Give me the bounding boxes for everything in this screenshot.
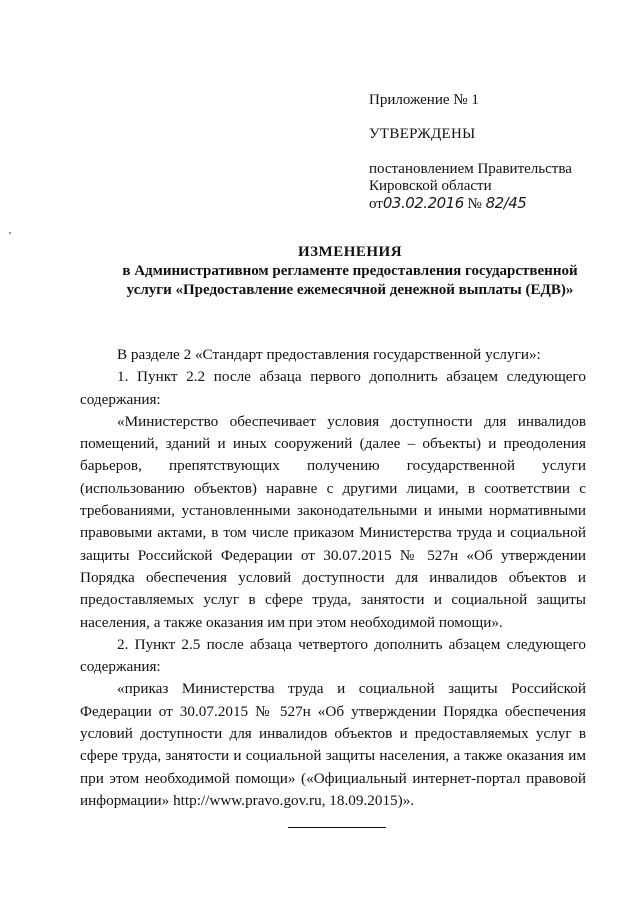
- scan-speck: [9, 232, 11, 234]
- document-title: ИЗМЕНЕНИЯ: [297, 244, 403, 260]
- date-prefix: от: [369, 196, 383, 212]
- item-1-quote-paragraph: «Министерство обеспечивает условия доступности для инвалидов помещений, зданий и иных сооружений (далее – объекты) и преодоления барьеров, препятствующих получению государственной услуги (использованию объектов) наравне с другими лицами, в соответствии с требованиями, установленными законодательными и иными нормативными правовыми актами, в том числе приказом Министерства труда и социальной защиты Российской Федерации от 30.07.2015 № 527н «Об утверждении Порядка обеспечения условий доступности для инвалидов объектов и предоставляемых услуг в сфере труда, занятости и социальной защиты населения, а также оказания им при этом необходимой помощи».: [80, 412, 586, 631]
- end-divider-line: [288, 827, 386, 828]
- approval-block: [369, 92, 619, 213]
- appendix-label: Приложение № 1: [369, 92, 479, 108]
- date-number-line: [369, 195, 619, 213]
- document-body: [80, 344, 586, 812]
- region-line: Кировской области: [369, 178, 492, 194]
- approved-label: УТВЕРЖДЕНЫ: [369, 126, 476, 142]
- title-block: [100, 243, 600, 300]
- item-2-paragraph: 2. Пункт 2.5 после абзаца четвертого дополнить абзацем следующего содержания:: [80, 635, 586, 676]
- handwritten-date: 03.02.2016: [382, 194, 464, 212]
- section-intro-paragraph: В разделе 2 «Стандарт предоставления государственной услуги»:: [117, 346, 541, 363]
- document-subtitle: в Административном регламенте предоставления государственной услуги «Предоставление ежемесячной денежной выплаты (ЕДВ)»: [122, 263, 578, 298]
- handwritten-number: 82/45: [485, 194, 527, 212]
- number-label: №: [467, 196, 482, 212]
- resolution-line: постановлением Правительства: [369, 161, 572, 177]
- item-1-paragraph: 1. Пункт 2.2 после абзаца первого дополнить абзацем следующего содержания:: [80, 368, 586, 408]
- item-2-quote-paragraph: «приказ Министерства труда и социальной защиты Российской Федерации от 30.07.2015 № 527н «Об утверждении Порядка обеспечения условий доступности для инвалидов объектов и предоставляемых услуг в сфере труда, занятости и социальной защиты населения, а также оказания им при этом необходимой помощи» («Официальный интернет-портал правовой информации» http://www.pravo.gov.ru, 18.09.2015)».: [80, 680, 586, 809]
